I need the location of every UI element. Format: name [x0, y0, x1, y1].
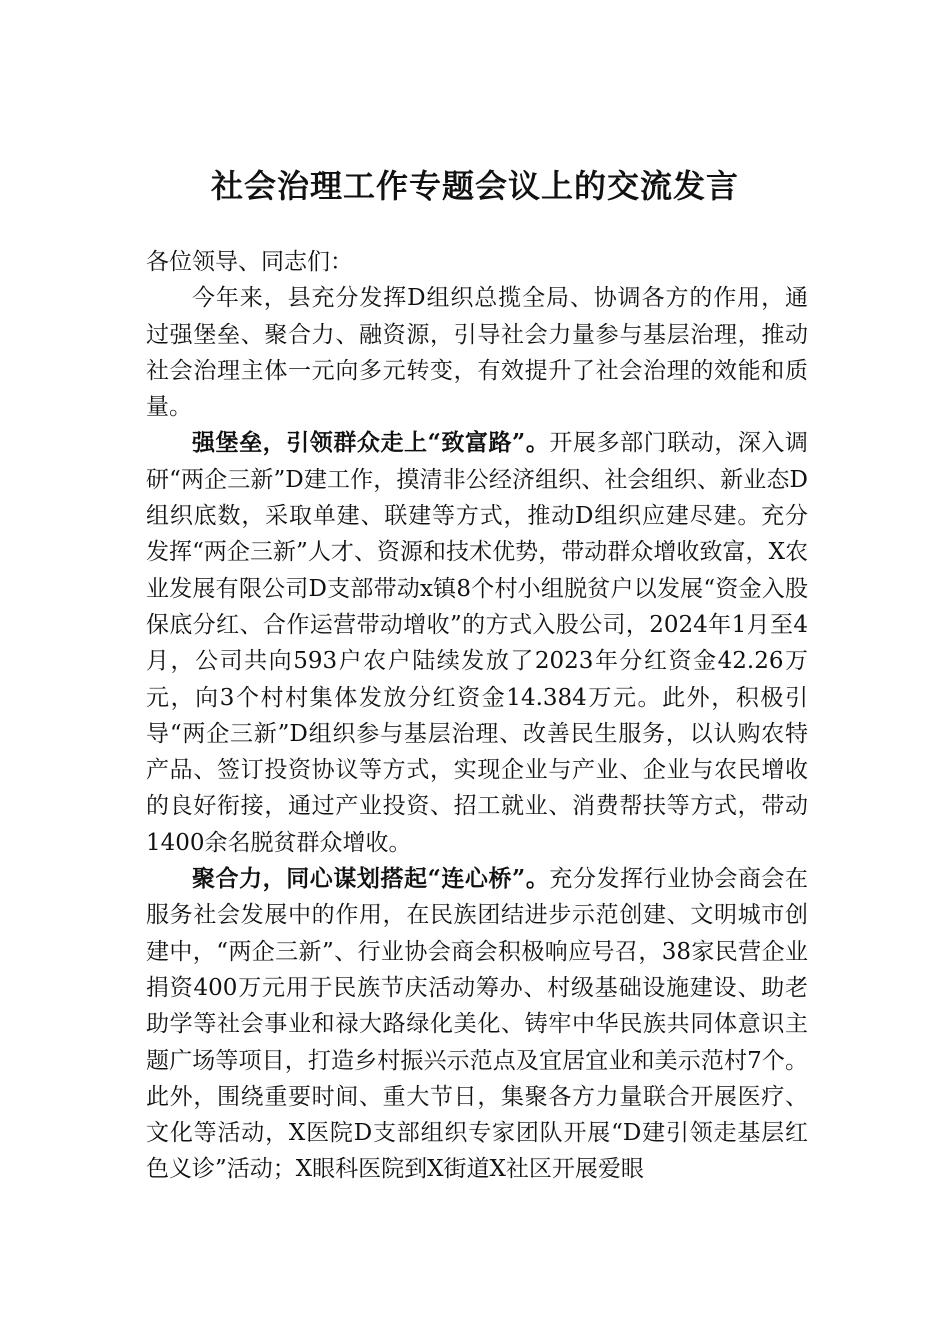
section-text-1: 开展多部门联动，深入调研“两企三新”D建工作，摸清非公经济组织、社会组织、新业态D组织底数，采取单建、联建等方式，推动D组织应建尽建。充分发挥“两企三新”人才、资源和技术优势，带动群众增收致富，X农业发展有限公司D支部带动x镇8个村小组脱贫户以发展“资金入股保底分红、合作运营带动增收”的方式入股公司，2024年1月至4月，公司共向593户农户陆续发放了2023年分红资金42.26万元，向3个村村集体发放分红资金14.384万元。此外，积极引导“两企三新”D组织参与基层治理、改善民生服务，以认购农特产品、签订投资协议等方式，实现企业与产业、企业与农民增收的良好衔接，通过产业投资、招工就业、消费帮扶等方式，带动1400余名脱贫群众增收。 [146, 430, 808, 856]
intro-paragraph: 今年来，县充分发挥D组织总揽全局、协调各方的作用，通过强堡垒、聚合力、融资源，引导社会力量参与基层治理，推动社会治理主体一元向多元转变，有效提升了社会治理的效能和质量。 [146, 285, 808, 421]
document-body [146, 244, 808, 1188]
section-text-2: 充分发挥行业协会商会在服务社会发展中的作用，在民族团结进步示范创建、文明城市创建中，“两企三新”、行业协会商会积极响应号召，38家民营企业捐资400万元用于民族节庆活动筹办、村级基础设施建设、助老助学等社会事业和禄大路绿化美化、铸牢中华民族共同体意识主题广场等项目，打造乡村振兴示范点及宜居宜业和美示范村7个。此外，围绕重要时间、重大节日，集聚各方力量联合开展医疗、文化等活动，X医院D支部组织专家团队开展“D建引领走基层红色义诊”活动；X眼科医院到X街道X社区开展爱眼 [146, 866, 808, 1183]
section-heading-1: 强堡垒，引领群众走上“致富路”。 [192, 429, 550, 457]
section-paragraph-1 [146, 425, 808, 861]
section-paragraph-2 [146, 861, 808, 1188]
salutation: 各位领导、同志们： [146, 249, 353, 275]
section-heading-2: 聚合力，同心谋划搭起“连心桥”。 [192, 865, 550, 893]
document-title: 社会治理工作专题会议上的交流发言 [210, 167, 739, 205]
